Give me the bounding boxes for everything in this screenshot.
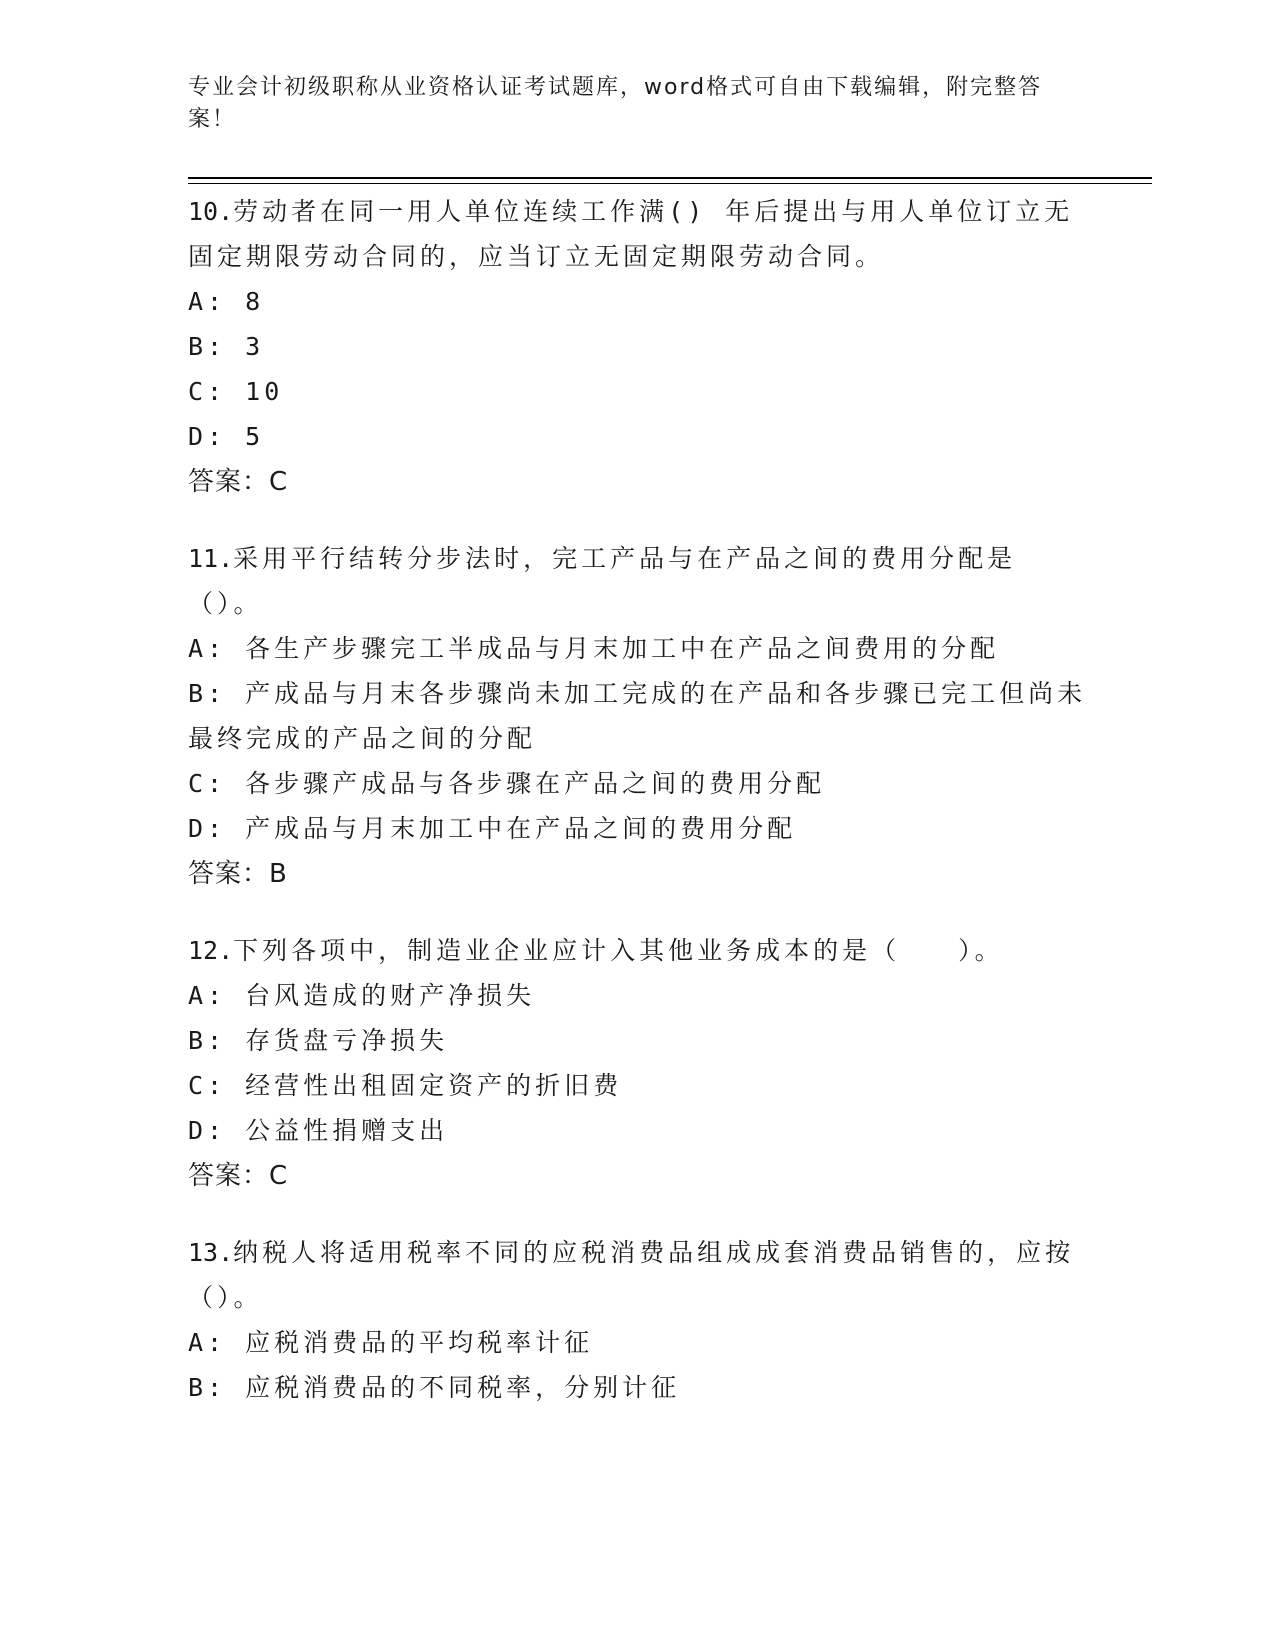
option-label: B: bbox=[188, 1026, 227, 1055]
option-label: C: bbox=[188, 1071, 227, 1100]
question-text: 劳动者在同一用人单位连续工作满() 年后提出与用人单位订立无固定期限劳动合同的，应当订立无固定期限劳动合同。 bbox=[188, 197, 1074, 271]
option-text: 各步骤产成品与各步骤在产品之间的费用分配 bbox=[245, 769, 826, 798]
option-b bbox=[188, 1018, 1088, 1063]
option-b bbox=[188, 1365, 1088, 1410]
answer-line: 答案：C bbox=[188, 1161, 289, 1191]
option-label: A: bbox=[188, 287, 227, 316]
option-text: 经营性出租固定资产的折旧费 bbox=[245, 1071, 623, 1100]
option-a bbox=[188, 1320, 1088, 1365]
question-11 bbox=[188, 536, 1088, 898]
option-text: 8 bbox=[245, 287, 265, 316]
option-b bbox=[188, 671, 1088, 761]
option-label: A: bbox=[188, 981, 227, 1010]
question-stem bbox=[188, 536, 1088, 626]
question-number: 13. bbox=[188, 1238, 234, 1267]
question-stem bbox=[188, 189, 1088, 279]
option-c bbox=[188, 369, 1088, 414]
header-divider-thin bbox=[188, 183, 1152, 184]
option-label: A: bbox=[188, 634, 227, 663]
option-label: D: bbox=[188, 422, 227, 451]
option-label: B: bbox=[188, 679, 227, 708]
option-text: 应税消费品的不同税率，分别计征 bbox=[245, 1373, 681, 1402]
option-label: A: bbox=[188, 1328, 227, 1357]
option-c bbox=[188, 761, 1088, 806]
option-d bbox=[188, 1108, 1088, 1153]
question-text: 下列各项中，制造业企业应计入其他业务成本的是（ ）。 bbox=[233, 936, 1004, 965]
option-text: 存货盘亏净损失 bbox=[245, 1026, 449, 1055]
option-a bbox=[188, 973, 1088, 1018]
question-13 bbox=[188, 1230, 1088, 1410]
option-d bbox=[188, 806, 1088, 851]
option-label: C: bbox=[188, 769, 227, 798]
question-list bbox=[188, 189, 1088, 1440]
option-text: 产成品与月末各步骤尚未加工完成的在产品和各步骤已完工但尚未最终完成的产品之间的分配 bbox=[188, 679, 1087, 753]
option-text: 台风造成的财产净损失 bbox=[245, 981, 536, 1010]
option-text: 产成品与月末加工中在产品之间的费用分配 bbox=[245, 814, 797, 843]
option-b bbox=[188, 324, 1088, 369]
question-12 bbox=[188, 928, 1088, 1200]
question-number: 10. bbox=[188, 197, 234, 226]
question-stem bbox=[188, 928, 1088, 973]
question-number: 12. bbox=[188, 936, 234, 965]
question-text: 纳税人将适用税率不同的应税消费品组成成套消费品销售的，应按（）。 bbox=[188, 1238, 1075, 1312]
option-text: 3 bbox=[245, 332, 265, 361]
option-a bbox=[188, 626, 1088, 671]
question-number: 11. bbox=[188, 544, 234, 573]
option-label: D: bbox=[188, 814, 227, 843]
option-text: 公益性捐赠支出 bbox=[245, 1116, 449, 1145]
header-text: 专业会计初级职称从业资格认证考试题库，word格式可自由下载编辑，附完整答案！ bbox=[188, 75, 1043, 132]
answer-line: 答案：C bbox=[188, 467, 289, 497]
question-stem bbox=[188, 1230, 1088, 1320]
option-text: 应税消费品的平均税率计征 bbox=[245, 1328, 594, 1357]
option-label: B: bbox=[188, 1373, 227, 1402]
answer-line: 答案：B bbox=[188, 859, 288, 889]
header-divider-thick bbox=[188, 177, 1152, 179]
question-10 bbox=[188, 189, 1088, 506]
question-text: 采用平行结转分步法时，完工产品与在产品之间的费用分配是（）。 bbox=[188, 544, 1017, 618]
document-header bbox=[188, 72, 1068, 136]
option-a bbox=[188, 279, 1088, 324]
option-d bbox=[188, 414, 1088, 459]
option-text: 各生产步骤完工半成品与月末加工中在产品之间费用的分配 bbox=[245, 634, 1000, 663]
option-text: 5 bbox=[245, 422, 265, 451]
option-text: 10 bbox=[245, 377, 284, 406]
option-label: D: bbox=[188, 1116, 227, 1145]
option-c bbox=[188, 1063, 1088, 1108]
option-label: C: bbox=[188, 377, 227, 406]
option-label: B: bbox=[188, 332, 227, 361]
